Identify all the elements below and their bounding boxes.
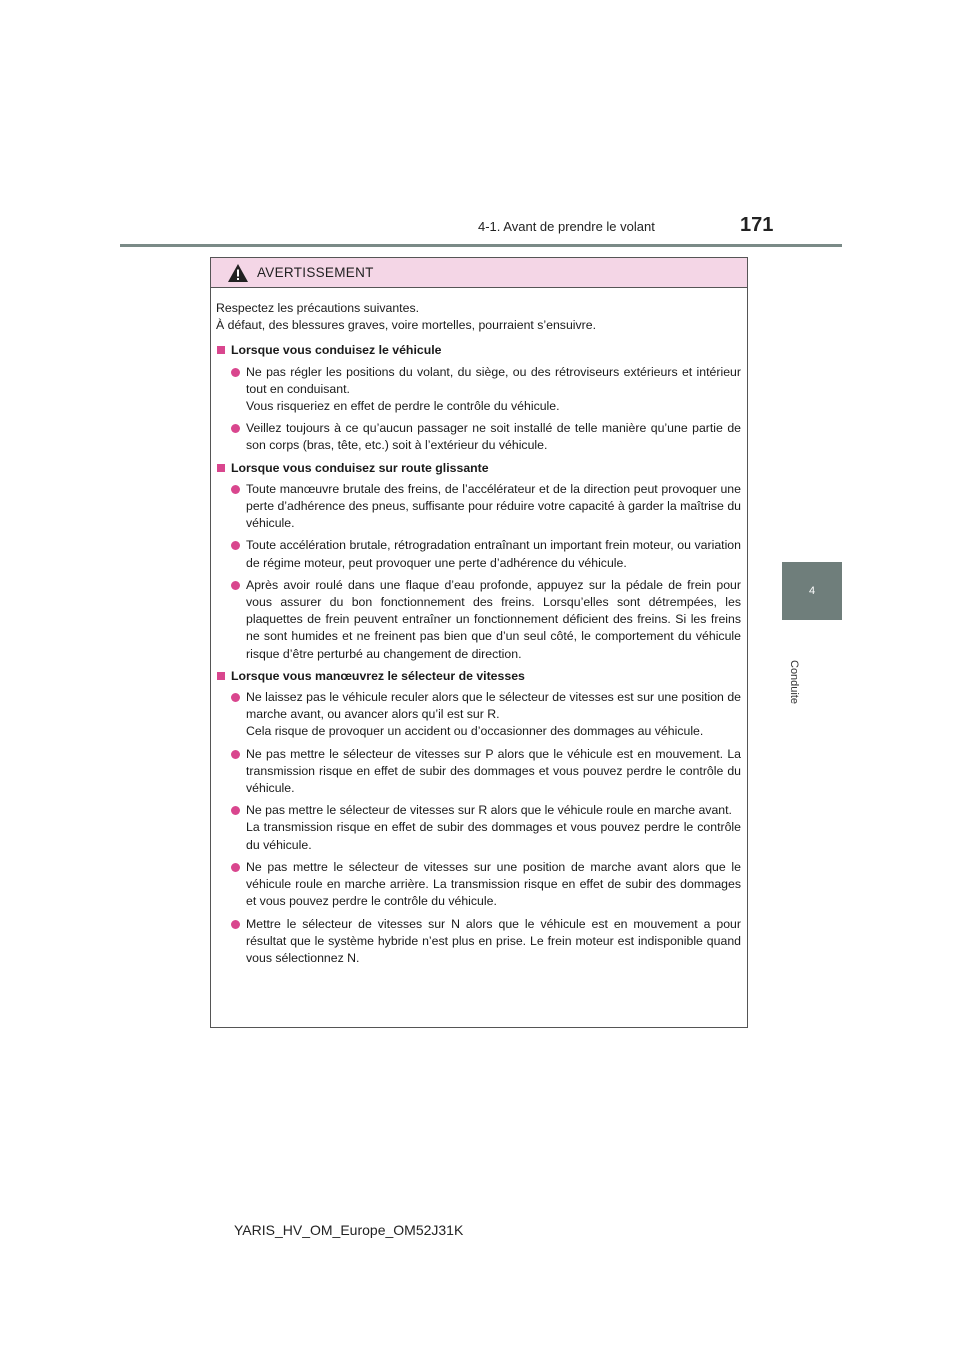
warning-section bbox=[216, 460, 741, 663]
bullet-text bbox=[246, 859, 741, 911]
intro-line: À défaut, des blessures graves, voire mortelles, pourraient s’ensuivre. bbox=[216, 318, 597, 333]
bullet-item bbox=[230, 577, 741, 663]
round-bullet-icon bbox=[231, 863, 240, 872]
section-heading bbox=[216, 342, 741, 359]
round-bullet-icon bbox=[231, 750, 240, 759]
bullet-text bbox=[246, 481, 741, 533]
bullet-paragraph: Ne laissez pas le véhicule reculer alors que le sélecteur de vitesses est sur une position de marche avant, ou avancer alors qu’il est sur R. bbox=[246, 690, 741, 722]
header-divider bbox=[120, 244, 842, 247]
warning-title: AVERTISSEMENT bbox=[257, 265, 374, 280]
bullet-item bbox=[230, 481, 741, 533]
bullet-item bbox=[230, 689, 741, 741]
warning-section bbox=[216, 342, 741, 454]
section-heading-text: Lorsque vous conduisez sur route glissante bbox=[231, 460, 489, 475]
bullet-paragraph: Ne pas mettre le sélecteur de vitesses sur R alors que le véhicule roule en marche avant. bbox=[246, 803, 732, 818]
bullet-paragraph: La transmission risque en effet de subir des dommages et vous pouvez perdre le contrôle du véhicule. bbox=[246, 820, 741, 852]
bullet-paragraph: Cela risque de provoquer un accident ou d’occasionner des dommages au véhicule. bbox=[246, 724, 704, 739]
section-heading-text: Lorsque vous manœuvrez le sélecteur de vitesses bbox=[231, 668, 525, 683]
bullet-paragraph: Après avoir roulé dans une flaque d’eau profonde, appuyez sur la pédale de frein pour vous assurer du bon fonctionnement des freins. Lorsqu’elles sont détrempées, les plaquettes de frein peuvent entraîner un fonctionnement déficient des freins. Si les freins ne sont humides et ne freinent pas bien que d’un seul côté, le comportement du véhicule risque d’être perturbé au changement de direction. bbox=[246, 577, 741, 661]
bullet-paragraph: Ne pas mettre le sélecteur de vitesses sur une position de marche avant alors que le véhicule roule en marche arrière. La transmission risque en effet de subir des dommages et vous pouvez perdre le contrôle du véhicule. bbox=[246, 859, 741, 909]
section-heading bbox=[216, 668, 741, 685]
bullet-text bbox=[246, 689, 741, 741]
bullet-paragraph: Toute accélération brutale, rétrogradation entraînant un important frein moteur, ou variation de régime moteur, peut provoquer une perte d’adhérence du véhicule. bbox=[246, 538, 741, 570]
round-bullet-icon bbox=[231, 424, 240, 433]
bullet-paragraph: Toute manœuvre brutale des freins, de l’accélérateur et de la direction peut provoquer une perte d’adhérence des pneus, suffisante pour réduire votre capacité à garder la maîtrise du véhicule. bbox=[246, 481, 741, 531]
warning-intro bbox=[216, 300, 741, 334]
round-bullet-icon bbox=[231, 581, 240, 590]
square-bullet-icon bbox=[217, 346, 225, 354]
bullet-paragraph: Ne pas régler les positions du volant, du siège, ou des rétroviseurs extérieurs et intérieur tout en conduisant. bbox=[246, 364, 741, 396]
document-id: YARIS_HV_OM_Europe_OM52J31K bbox=[234, 1222, 464, 1238]
square-bullet-icon bbox=[217, 672, 225, 680]
bullet-item bbox=[230, 420, 741, 454]
bullet-text bbox=[246, 420, 741, 454]
bullet-paragraph: Mettre le sélecteur de vitesses sur N alors que le véhicule est en mouvement a pour résultat que le système hybride n’est plus en prise. Le frein moteur est indisponible quand vous sélectionnez N. bbox=[246, 916, 741, 965]
bullet-item bbox=[230, 537, 741, 571]
square-bullet-icon bbox=[217, 464, 225, 472]
section-heading-text: Lorsque vous conduisez le véhicule bbox=[231, 343, 442, 358]
round-bullet-icon bbox=[231, 806, 240, 815]
chapter-label: Conduite bbox=[788, 660, 800, 705]
round-bullet-icon bbox=[231, 541, 240, 550]
bullet-item bbox=[230, 746, 741, 798]
warning-section bbox=[216, 668, 741, 967]
bullet-text bbox=[246, 364, 741, 416]
bullet-paragraph: Ne pas mettre le sélecteur de vitesses sur P alors que le véhicule est en mouvement. La transmission risque en effet de subir des dommages et vous pouvez perdre le contrôle du véhicule. bbox=[246, 746, 741, 796]
section-heading bbox=[216, 460, 741, 477]
round-bullet-icon bbox=[231, 368, 240, 377]
warning-header bbox=[211, 258, 747, 288]
bullet-text bbox=[246, 537, 741, 571]
bullet-item bbox=[230, 859, 741, 911]
round-bullet-icon bbox=[231, 693, 240, 702]
bullet-item bbox=[230, 802, 741, 854]
round-bullet-icon bbox=[231, 920, 240, 929]
section-title: 4-1. Avant de prendre le volant bbox=[478, 219, 655, 234]
bullet-item bbox=[230, 916, 741, 968]
bullet-paragraph: Veillez toujours à ce qu’aucun passager ne soit installé de telle manière qu’une partie de son corps (bras, tête, etc.) soit à l’extérieur du véhicule. bbox=[246, 421, 741, 453]
intro-line: Respectez les précautions suivantes. bbox=[216, 301, 420, 315]
bullet-text bbox=[246, 746, 741, 798]
page-number: 171 bbox=[740, 214, 774, 236]
chapter-tab[interactable]: 4 bbox=[782, 562, 842, 620]
round-bullet-icon bbox=[231, 485, 240, 494]
bullet-text bbox=[246, 577, 741, 663]
warning-triangle-icon bbox=[227, 263, 249, 283]
bullet-text bbox=[246, 802, 741, 854]
bullet-paragraph: Vous risqueriez en effet de perdre le contrôle du véhicule. bbox=[246, 399, 560, 414]
bullet-item bbox=[230, 364, 741, 416]
bullet-text bbox=[246, 916, 741, 968]
warning-box bbox=[210, 257, 748, 1028]
warning-body bbox=[211, 288, 747, 967]
